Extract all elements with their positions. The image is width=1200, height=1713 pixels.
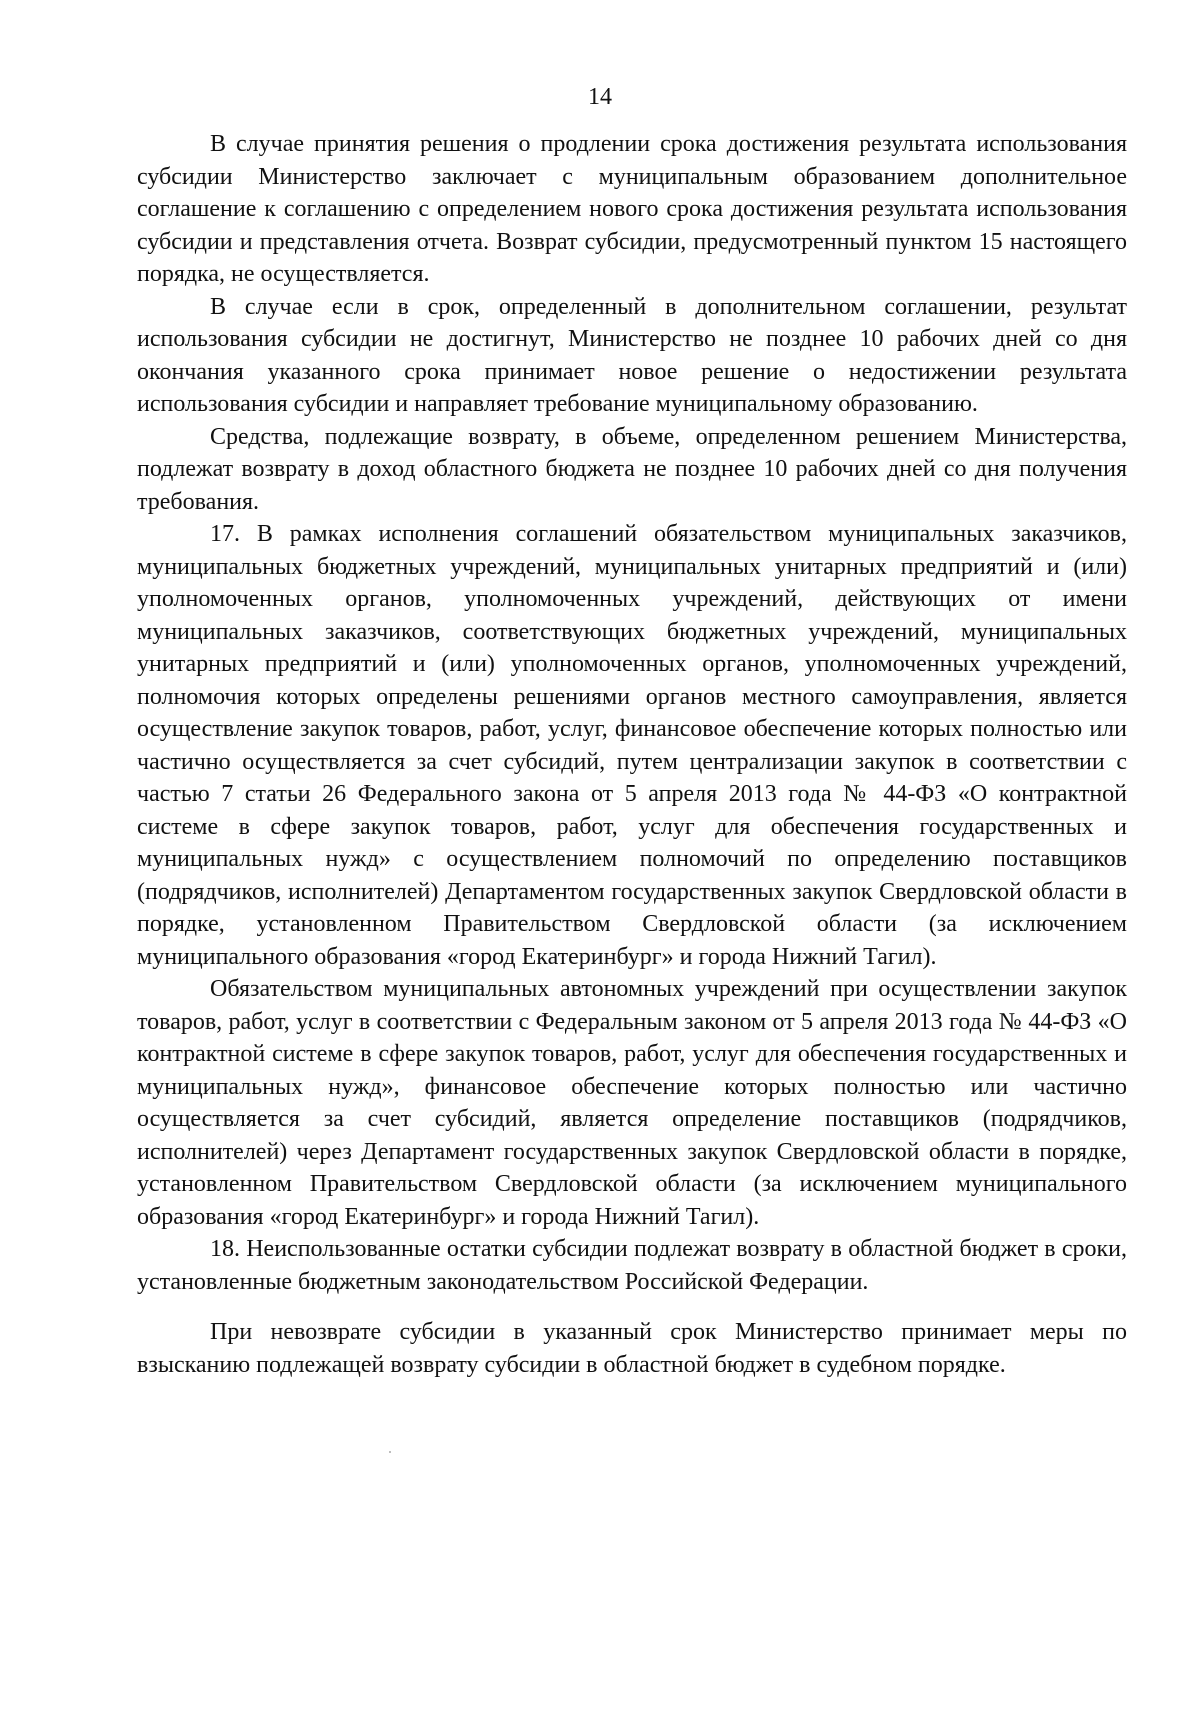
page-number: 14	[588, 84, 612, 110]
paragraph-judicial-recovery: При невозврате субсидии в указанный срок Министерство принимает меры по взысканию подлежащей возврату субсидии в областной бюджет в судебном порядке.	[137, 1319, 1127, 1378]
paragraph-autonomous-institutions: Обязательством муниципальных автономных учреждений при осуществлении закупок товаров, работ, услуг в соответствии с Федеральным законом от 5 апреля 2013 года № 44-ФЗ «О контрактной системе в сфере закупок товаров, работ, услуг для обеспечения государственных и муниципальных нужд», финансовое обеспечение которых полностью или частично осуществляется за счет субсидий, является определение поставщиков (подрядчиков, исполнителей) через Департамент государственных закупок Свердловской области в порядке, установленном Правительством Свердловской области (за исключением муниципального образования «город Екатеринбург» и города Нижний Тагил).	[137, 976, 1127, 1230]
paragraph-17-centralized-procurement: 17. В рамках исполнения соглашений обязательством муниципальных заказчиков, муниципальных бюджетных учреждений, муниципальных унитарных предприятий и (или) уполномоченных органов, уполномоченных учреждений, действующих от имени муниципальных заказчиков, соответствующих бюджетных учреждений, муниципальных унитарных предприятий и (или) уполномоченных органов, уполномоченных учреждений, полномочия которых определены решениями органов местного самоуправления, является осуществление закупок товаров, работ, услуг, финансовое обеспечение которых полностью или частично осуществляется за счет субсидий, путем централизации закупок в соответствии с частью 7 статьи 26 Федерального закона от 5 апреля 2013 года № 44-ФЗ «О контрактной системе в сфере закупок товаров, работ, услуг для обеспечения государственных и муниципальных нужд» с осуществлением полномочий по определению поставщиков (подрядчиков, исполнителей) Департаментом государственных закупок Свердловской области в порядке, установленном Правительством Свердловской области (за исключением муниципального образования «город Екатеринбург» и города Нижний Тагил).	[137, 521, 1127, 970]
paragraph-result-not-achieved: В случае если в срок, определенный в дополнительном соглашении, результат использования субсидии не достигнут, Министерство не позднее 10 рабочих дней со дня окончания указанного срока принимает новое решение о недостижении результата использования субсидии и направляет требование муниципальному образованию.	[137, 293, 1127, 417]
scan-speck	[389, 1451, 391, 1453]
paragraph-funds-return: Средства, подлежащие возврату, в объеме, определенном решением Министерства, подлежат возврату в доход областного бюджета не позднее 10 рабочих дней со дня получения требования.	[137, 423, 1127, 515]
document-body	[137, 128, 1127, 1381]
paragraph-18-unused-balances: 18. Неиспользованные остатки субсидии подлежат возврату в областной бюджет в сроки, установленные бюджетным законодательством Российской Федерации.	[137, 1236, 1127, 1295]
paragraph-extension-decision: В случае принятия решения о продлении срока достижения результата использования субсидии Министерство заключает с муниципальным образованием дополнительное соглашение к соглашению с определением нового срока достижения результата использования субсидии и представления отчета. Возврат субсидии, предусмотренный пунктом 15 настоящего порядка, не осуществляется.	[137, 131, 1127, 287]
